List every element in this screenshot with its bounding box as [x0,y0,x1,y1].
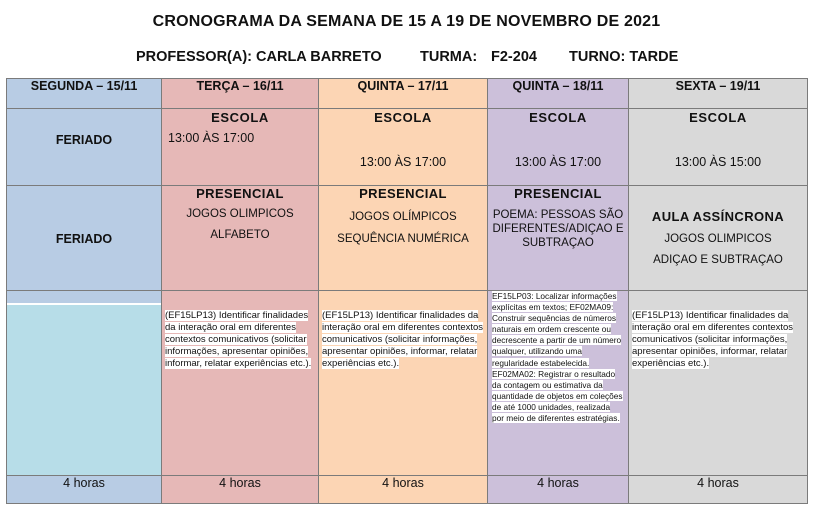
monday-fill [7,305,161,475]
hours-row [7,476,808,504]
day-header-thursday: QUINTA – 18/11 [488,79,629,109]
monday-holiday-2: FERIADO [55,232,113,246]
tuesday-skill-text: (EF15LP13) Identificar finalidades da interação oral em diferentes contextos comunicativos (solicitar informações, apresentar opiniões, informar, relatar experiências etc.). [165,310,312,369]
tuesday-location: ESCOLA [211,110,269,125]
friday-activity-cell [629,186,808,291]
monday-hours: 4 horas [7,476,162,504]
thursday-activity-cell [488,186,629,291]
activity-row [7,186,808,291]
day-header-friday: SEXTA – 19/11 [629,79,808,109]
friday-hours: 4 horas [629,476,808,504]
tuesday-activity-cell [162,186,319,291]
friday-activity-1: JOGOS OLIMPICOS [664,233,772,245]
wednesday-location: ESCOLA [374,110,432,125]
wednesday-activity-1: JOGOS OLÍMPICOS [349,211,457,223]
wednesday-modality: PRESENCIAL [359,186,447,201]
thursday-activity-1: POEMA: PESSOAS SÃO [492,209,624,221]
wednesday-activity-2: SEQUÊNCIA NUMÉRICA [337,233,469,245]
friday-location: ESCOLA [689,110,747,125]
skills-row [7,291,808,476]
friday-skill-text: (EF15LP13) Identificar finalidades da interação oral em diferentes contextos comunicativos (solicitar informações, apresentar opiniões, informar, relatar experiências etc.). [632,310,794,369]
friday-location-cell [629,109,808,186]
wednesday-time: 13:00 ÀS 17:00 [359,155,447,169]
friday-skills-cell [629,291,808,476]
tuesday-skills-cell [162,291,319,476]
thursday-time: 13:00 ÀS 17:00 [514,155,602,169]
monday-location-cell [7,109,162,186]
class-label: TURMA: [420,49,478,65]
thursday-location: ESCOLA [529,110,587,125]
friday-activity-2: ADIÇAO E SUBTRAÇAO [653,254,783,266]
thursday-activity-3: SUBTRAÇAO [522,237,594,249]
thursday-activity-2: DIFERENTES/ADIÇAO E [492,223,624,235]
tuesday-location-cell [162,109,319,186]
schedule-table [6,78,808,504]
thursday-skill-text: EF15LP03: Localizar informações explícitas em textos; EF02MA09: Construir sequências de números naturais em ordem crescente ou decrescente a partir de um número qualquer, utilizando uma regularidade estabelecida. EF02MA02: Registrar o resultado da contagem ou estimativa da quantidade de objetos em coleções de até 1000 unidades, realizada por meio de diferentes estratégias. [492,291,623,424]
day-header-wednesday: QUINTA – 17/11 [319,79,488,109]
day-header-tuesday: TERÇA – 16/11 [162,79,319,109]
thursday-location-cell [488,109,629,186]
wednesday-skills-cell [319,291,488,476]
tuesday-time: 13:00 ÀS 17:00 [168,131,255,145]
friday-modality: AULA ASSÍNCRONA [651,209,785,224]
thursday-skills-cell [488,291,629,476]
header-row [7,79,808,109]
friday-time: 13:00 ÀS 15:00 [674,155,762,169]
tuesday-activity-2: ALFABETO [210,229,270,241]
teacher-label: PROFESSOR(A): CARLA BARRETO [136,49,382,65]
location-row [7,109,808,186]
monday-activity-cell [7,186,162,291]
wednesday-activity-cell [319,186,488,291]
shift-label: TURNO: TARDE [569,49,679,65]
wednesday-location-cell [319,109,488,186]
thursday-modality: PRESENCIAL [514,186,602,201]
tuesday-modality: PRESENCIAL [196,186,284,201]
monday-skills-cell [7,291,162,476]
monday-holiday-1: FERIADO [55,133,113,147]
tuesday-hours: 4 horas [162,476,319,504]
thursday-hours: 4 horas [488,476,629,504]
class-value: F2-204 [491,49,537,65]
page-title: CRONOGRAMA DA SEMANA DE 15 A 19 DE NOVEMBRO DE 2021 [152,13,661,30]
wednesday-skill-text: (EF15LP13) Identificar finalidades da interação oral em diferentes contextos comunicativos (solicitar informações, apresentar opiniões, informar, relatar experiências etc.). [322,310,484,369]
wednesday-hours: 4 horas [319,476,488,504]
tuesday-activity-1: JOGOS OLIMPICOS [186,208,294,220]
day-header-monday: SEGUNDA – 15/11 [7,79,162,109]
